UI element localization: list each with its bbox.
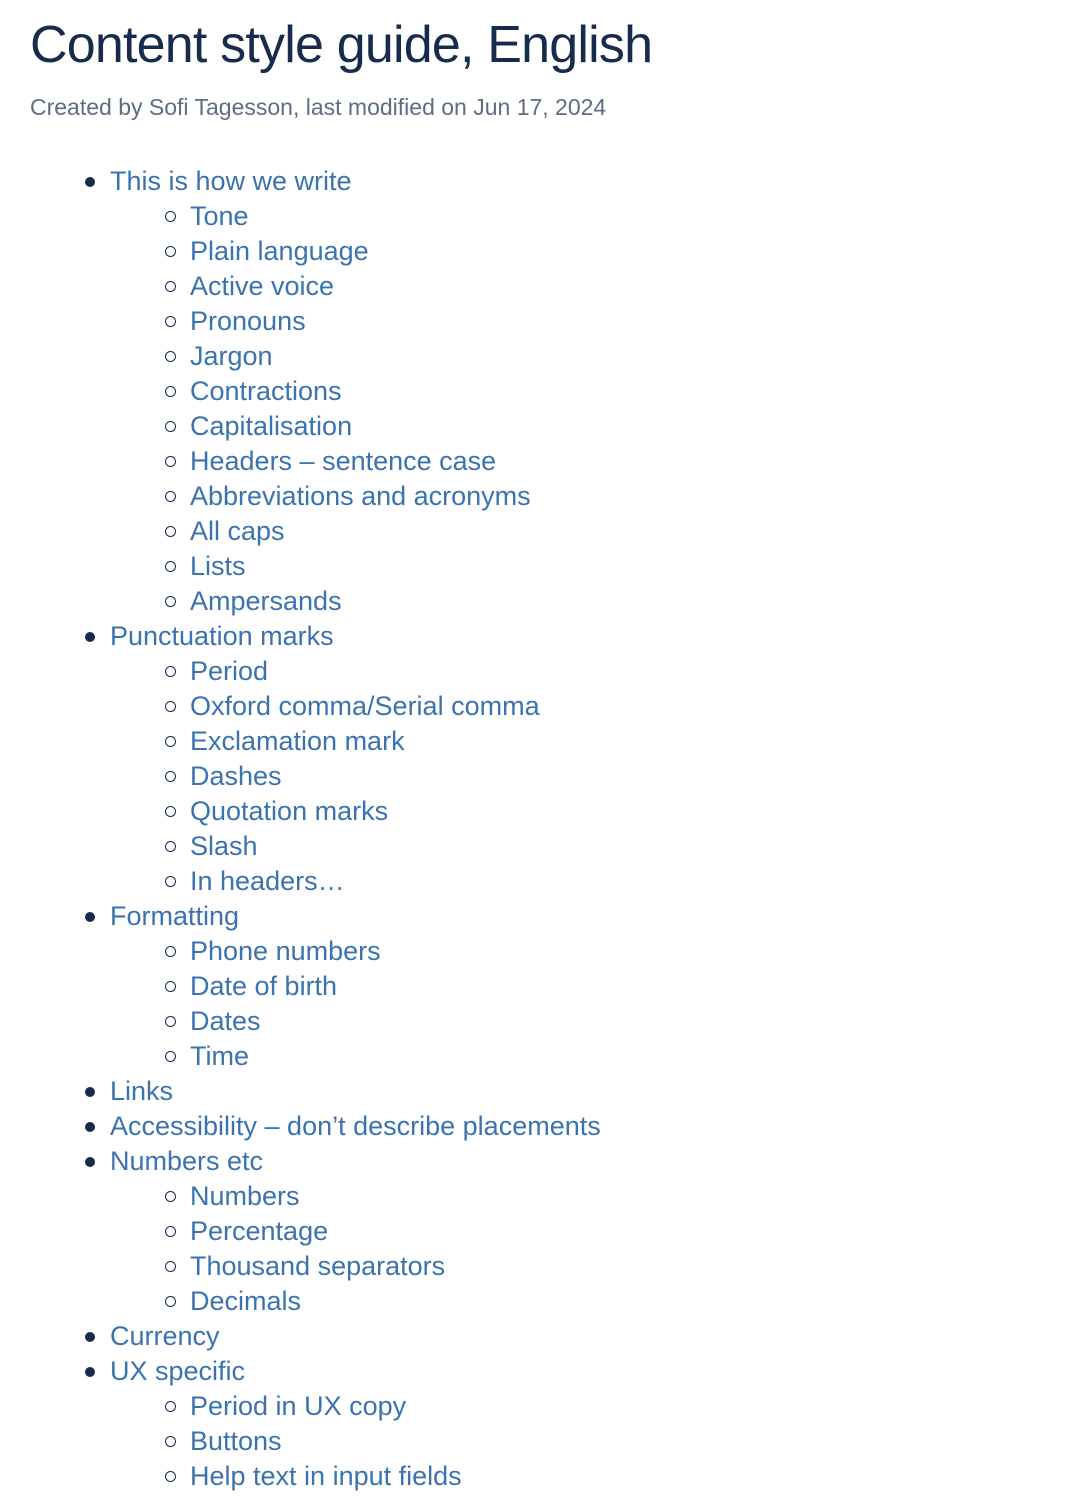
toc-link-exclamation-mark[interactable]: Exclamation mark — [190, 726, 405, 756]
toc-link-jargon[interactable]: Jargon — [190, 341, 273, 371]
circle-bullet-icon — [165, 736, 176, 747]
toc-link-ampersands[interactable]: Ampersands — [190, 586, 342, 616]
toc-row — [0, 339, 1066, 374]
toc-link-in-headers[interactable]: In headers… — [190, 866, 345, 896]
toc-row — [0, 234, 1066, 269]
toc-subitem — [0, 514, 1066, 549]
disc-bullet-icon — [85, 1332, 95, 1342]
toc-subitem — [0, 1424, 1066, 1459]
toc-subitem — [0, 374, 1066, 409]
toc-row — [0, 1039, 1066, 1074]
toc-item — [0, 1144, 1066, 1319]
toc-link-oxford-comma[interactable]: Oxford comma/Serial comma — [190, 691, 540, 721]
toc-subitem — [0, 724, 1066, 759]
disc-bullet-icon — [85, 1157, 95, 1167]
toc-row — [0, 269, 1066, 304]
circle-bullet-icon — [165, 211, 176, 222]
circle-bullet-icon — [165, 246, 176, 257]
toc-link-formatting[interactable]: Formatting — [110, 901, 240, 931]
toc-subitem — [0, 689, 1066, 724]
toc-row — [0, 1179, 1066, 1214]
toc-subitem — [0, 199, 1066, 234]
circle-bullet-icon — [165, 561, 176, 572]
toc-sublist — [0, 1389, 1066, 1494]
toc-subitem — [0, 864, 1066, 899]
toc-row — [0, 899, 1066, 934]
toc-subitem — [0, 794, 1066, 829]
disc-bullet-icon — [85, 912, 95, 922]
toc-row — [0, 654, 1066, 689]
toc-row — [0, 619, 1066, 654]
circle-bullet-icon — [165, 386, 176, 397]
circle-bullet-icon — [165, 1226, 176, 1237]
toc-link-thousand-separators[interactable]: Thousand separators — [190, 1251, 446, 1281]
toc-link-slash[interactable]: Slash — [190, 831, 258, 861]
toc-link-phone-numbers[interactable]: Phone numbers — [190, 936, 381, 966]
toc-link-plain-language[interactable]: Plain language — [190, 236, 369, 266]
toc-row — [0, 1249, 1066, 1284]
toc-link-time[interactable]: Time — [190, 1041, 249, 1071]
disc-bullet-icon — [85, 632, 95, 642]
circle-bullet-icon — [165, 666, 176, 677]
toc-item — [0, 164, 1066, 619]
toc-row — [0, 584, 1066, 619]
toc-row — [0, 1284, 1066, 1319]
toc-link-links[interactable]: Links — [110, 1076, 174, 1106]
toc-row — [0, 304, 1066, 339]
toc-subitem — [0, 1214, 1066, 1249]
toc-row — [0, 1424, 1066, 1459]
toc-link-ux-specific[interactable]: UX specific — [110, 1356, 246, 1386]
toc-subitem — [0, 584, 1066, 619]
toc-subitem — [0, 759, 1066, 794]
toc-sublist — [0, 654, 1066, 899]
toc-link-abbreviations-and-acronyms[interactable]: Abbreviations and acronyms — [190, 481, 531, 511]
disc-bullet-icon — [85, 1087, 95, 1097]
toc-link-this-is-how-we-write[interactable]: This is how we write — [110, 166, 352, 196]
toc-link-dashes[interactable]: Dashes — [190, 761, 282, 791]
toc-sublist — [0, 934, 1066, 1074]
circle-bullet-icon — [165, 806, 176, 817]
toc-sublist — [0, 199, 1066, 619]
circle-bullet-icon — [165, 491, 176, 502]
toc-link-capitalisation[interactable]: Capitalisation — [190, 411, 353, 441]
toc-item — [0, 899, 1066, 1074]
toc-link-buttons[interactable]: Buttons — [190, 1426, 282, 1456]
toc-subitem — [0, 1039, 1066, 1074]
circle-bullet-icon — [165, 456, 176, 467]
circle-bullet-icon — [165, 1191, 176, 1202]
toc-link-percentage[interactable]: Percentage — [190, 1216, 329, 1246]
toc-row — [0, 864, 1066, 899]
disc-bullet-icon — [85, 1122, 95, 1132]
toc-link-accessibility[interactable]: Accessibility – don’t describe placements — [110, 1111, 601, 1141]
toc-subitem — [0, 1459, 1066, 1494]
toc-subitem — [0, 444, 1066, 479]
toc-subitem — [0, 269, 1066, 304]
toc-row — [0, 724, 1066, 759]
circle-bullet-icon — [165, 421, 176, 432]
toc-item — [0, 1319, 1066, 1354]
toc-subitem — [0, 654, 1066, 689]
circle-bullet-icon — [165, 596, 176, 607]
toc-row — [0, 549, 1066, 584]
toc-row — [0, 1214, 1066, 1249]
circle-bullet-icon — [165, 701, 176, 712]
toc-link-active-voice[interactable]: Active voice — [190, 271, 335, 301]
toc-link-punctuation-marks[interactable]: Punctuation marks — [110, 621, 334, 651]
toc-subitem — [0, 304, 1066, 339]
circle-bullet-icon — [165, 316, 176, 327]
toc-link-numbers-etc[interactable]: Numbers etc — [110, 1146, 264, 1176]
disc-bullet-icon — [85, 1367, 95, 1377]
toc-subitem — [0, 549, 1066, 584]
circle-bullet-icon — [165, 946, 176, 957]
toc-row — [0, 479, 1066, 514]
table-of-contents — [0, 164, 1066, 1494]
toc-subitem — [0, 1004, 1066, 1039]
toc-row — [0, 1389, 1066, 1424]
toc-item — [0, 1109, 1066, 1144]
circle-bullet-icon — [165, 981, 176, 992]
toc-subitem — [0, 1389, 1066, 1424]
toc-row — [0, 829, 1066, 864]
toc-subitem — [0, 969, 1066, 1004]
toc-row — [0, 199, 1066, 234]
circle-bullet-icon — [165, 1051, 176, 1062]
circle-bullet-icon — [165, 1296, 176, 1307]
toc-row — [0, 794, 1066, 829]
toc-link-all-caps[interactable]: All caps — [190, 516, 285, 546]
circle-bullet-icon — [165, 1016, 176, 1027]
toc-link-contractions[interactable]: Contractions — [190, 376, 342, 406]
circle-bullet-icon — [165, 351, 176, 362]
toc-row — [0, 1074, 1066, 1109]
circle-bullet-icon — [165, 526, 176, 537]
toc-subitem — [0, 1284, 1066, 1319]
circle-bullet-icon — [165, 841, 176, 852]
toc-row — [0, 444, 1066, 479]
toc-subitem — [0, 1179, 1066, 1214]
toc-subitem — [0, 339, 1066, 374]
page-title: Content style guide, English — [30, 16, 653, 74]
toc-subitem — [0, 934, 1066, 969]
toc-subitem — [0, 829, 1066, 864]
toc-row — [0, 934, 1066, 969]
toc-subitem — [0, 234, 1066, 269]
toc-row — [0, 1319, 1066, 1354]
toc-row — [0, 374, 1066, 409]
page-metadata: Created by Sofi Tagesson, last modified on Jun 17, 2024 — [30, 94, 607, 120]
toc-subitem — [0, 479, 1066, 514]
toc-item — [0, 1354, 1066, 1494]
toc-row — [0, 689, 1066, 724]
circle-bullet-icon — [165, 1401, 176, 1412]
toc-list — [0, 164, 1066, 1494]
toc-link-quotation-marks[interactable]: Quotation marks — [190, 796, 389, 826]
toc-subitem — [0, 409, 1066, 444]
toc-subitem — [0, 1249, 1066, 1284]
circle-bullet-icon — [165, 771, 176, 782]
toc-link-dates[interactable]: Dates — [190, 1006, 261, 1036]
circle-bullet-icon — [165, 1436, 176, 1447]
toc-row — [0, 1459, 1066, 1494]
toc-row — [0, 164, 1066, 199]
toc-link-decimals[interactable]: Decimals — [190, 1286, 302, 1316]
toc-link-help-text-in-input-fields[interactable]: Help text in input fields — [190, 1461, 462, 1491]
circle-bullet-icon — [165, 876, 176, 887]
toc-item — [0, 619, 1066, 899]
disc-bullet-icon — [85, 177, 95, 187]
circle-bullet-icon — [165, 1261, 176, 1272]
toc-row — [0, 759, 1066, 794]
toc-link-date-of-birth[interactable]: Date of birth — [190, 971, 338, 1001]
toc-item — [0, 1074, 1066, 1109]
toc-link-numbers[interactable]: Numbers — [190, 1181, 300, 1211]
toc-row — [0, 1144, 1066, 1179]
toc-link-lists[interactable]: Lists — [190, 551, 246, 581]
toc-row — [0, 409, 1066, 444]
toc-link-tone[interactable]: Tone — [190, 201, 249, 231]
toc-row — [0, 969, 1066, 1004]
toc-row — [0, 514, 1066, 549]
toc-row — [0, 1354, 1066, 1389]
toc-sublist — [0, 1179, 1066, 1319]
toc-link-headers-sentence-case[interactable]: Headers – sentence case — [190, 446, 497, 476]
toc-link-currency[interactable]: Currency — [110, 1321, 220, 1351]
toc-link-period[interactable]: Period — [190, 656, 269, 686]
circle-bullet-icon — [165, 1471, 176, 1482]
toc-row — [0, 1109, 1066, 1144]
toc-link-pronouns[interactable]: Pronouns — [190, 306, 306, 336]
toc-link-period-in-ux-copy[interactable]: Period in UX copy — [190, 1391, 407, 1421]
toc-row — [0, 1004, 1066, 1039]
circle-bullet-icon — [165, 281, 176, 292]
